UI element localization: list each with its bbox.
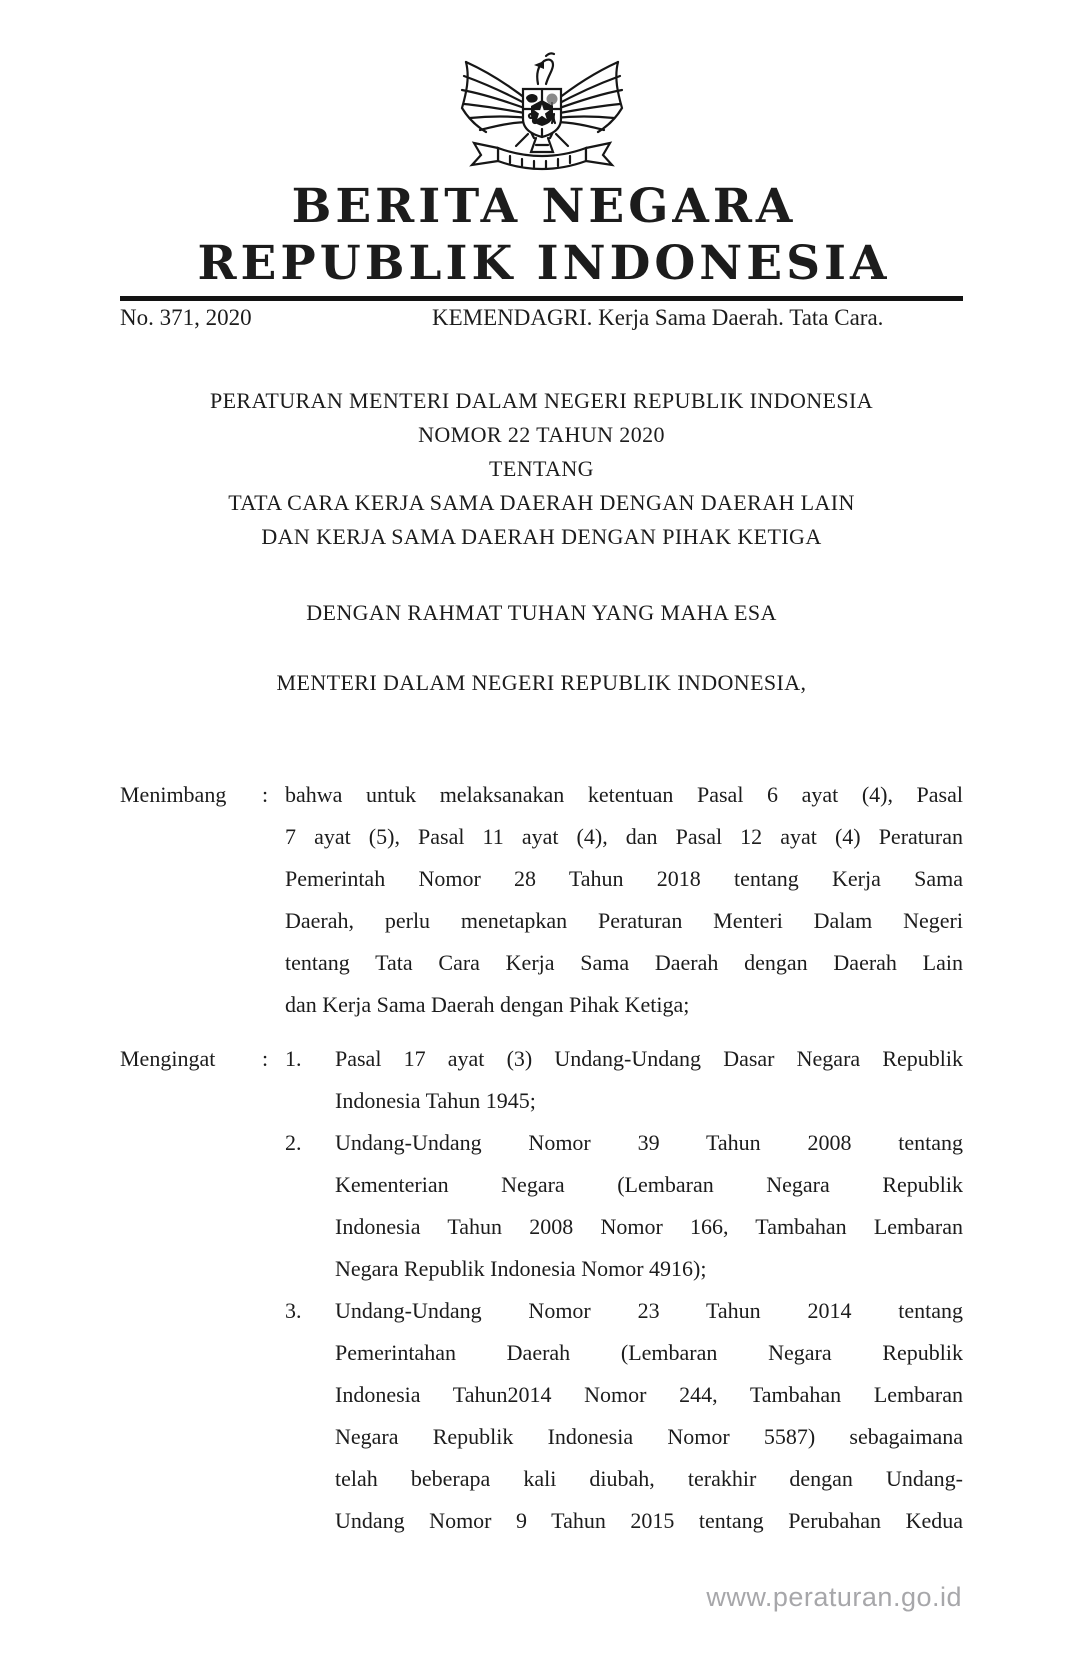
text-line: Indonesia Tahun 2008 Nomor 166, Tambahan Lembaran [335,1214,963,1239]
text-line: Daerah, perlu menetapkan Peraturan Menteri Dalam Negeri [285,908,963,933]
text-line: tentang Tata Cara Kerja Sama Daerah dengan Daerah Lain [285,950,963,975]
item-text [335,1122,963,1290]
text-line: telah beberapa kali diubah, terakhir dengan Undang- [335,1466,963,1491]
mengingat-clause [120,1038,963,1542]
issue-subject: KEMENDAGRI. Kerja Sama Daerah. Tata Cara. [432,305,884,330]
text-line: 7 ayat (5), Pasal 11 ayat (4), dan Pasal 12 ayat (4) Peraturan [285,824,963,849]
watermark-url: www.peraturan.go.id [706,1582,962,1612]
item-number: 2. [285,1130,302,1155]
mengingat-list [285,1038,963,1542]
text-line: Undang-Undang Nomor 23 Tahun 2014 tentang [335,1298,963,1323]
menimbang-colon: : [262,782,269,807]
item-number: 3. [285,1298,302,1323]
regulation-number-line: NOMOR 22 TAHUN 2020 [418,422,665,447]
menimbang-label: Menimbang [120,782,227,807]
text-line: Pemerintahan Daerah (Lembaran Negara Republik [335,1340,963,1365]
item-number: 1. [285,1046,302,1071]
mengingat-colon: : [262,1046,269,1071]
subject-title-line1: TATA CARA KERJA SAMA DAERAH DENGAN DAERAH LAIN [228,490,855,515]
text-line: Undang-Undang Nomor 39 Tahun 2008 tentang [335,1130,963,1155]
legal-basis-item [285,1038,963,1122]
menimbang-clause [120,774,963,1026]
document-body [120,0,963,1542]
text-line: Pemerintah Nomor 28 Tahun 2018 tentang Kerja Sama [285,866,963,891]
text-line: Pasal 17 ayat (3) Undang-Undang Dasar Negara Republik [335,1046,963,1071]
masthead-title-line2: REPUBLIK INDONESIA [197,236,891,291]
legal-basis-item [285,1122,963,1290]
masthead-title-line1: BERITA NEGARA [291,179,797,234]
item-text [335,1290,963,1542]
text-line: Negara Republik Indonesia Nomor 4916); [335,1256,707,1281]
text-line: Indonesia Tahun2014 Nomor 244, Tambahan Lembaran [335,1382,963,1407]
issue-number: No. 371, 2020 [120,305,252,330]
authority-line: MENTERI DALAM NEGERI REPUBLIK INDONESIA, [276,670,807,695]
text-line: Kementerian Negara (Lembaran Negara Republik [335,1172,963,1197]
mengingat-label: Mengingat [120,1046,216,1071]
regulation-title-block [120,384,963,554]
text-line: bahwa untuk melaksanakan ketentuan Pasal 6 ayat (4), Pasal [285,782,963,807]
tentang-line: TENTANG [489,456,594,481]
item-text [335,1038,963,1122]
menimbang-paragraph [285,774,963,1026]
text-line: Undang Nomor 9 Tahun 2015 tentang Perubahan Kedua [335,1508,963,1533]
text-line: Indonesia Tahun 1945; [335,1088,536,1113]
text-line: Negara Republik Indonesia Nomor 5587) sebagaimana [335,1424,963,1449]
regulation-title-line: PERATURAN MENTERI DALAM NEGERI REPUBLIK INDONESIA [209,388,874,413]
legal-basis-item [285,1290,963,1542]
invocation-line: DENGAN RAHMAT TUHAN YANG MAHA ESA [306,600,777,625]
text-line: dan Kerja Sama Daerah dengan Pihak Ketiga; [285,992,690,1017]
subject-title-line2: DAN KERJA SAMA DAERAH DENGAN PIHAK KETIGA [261,524,822,549]
